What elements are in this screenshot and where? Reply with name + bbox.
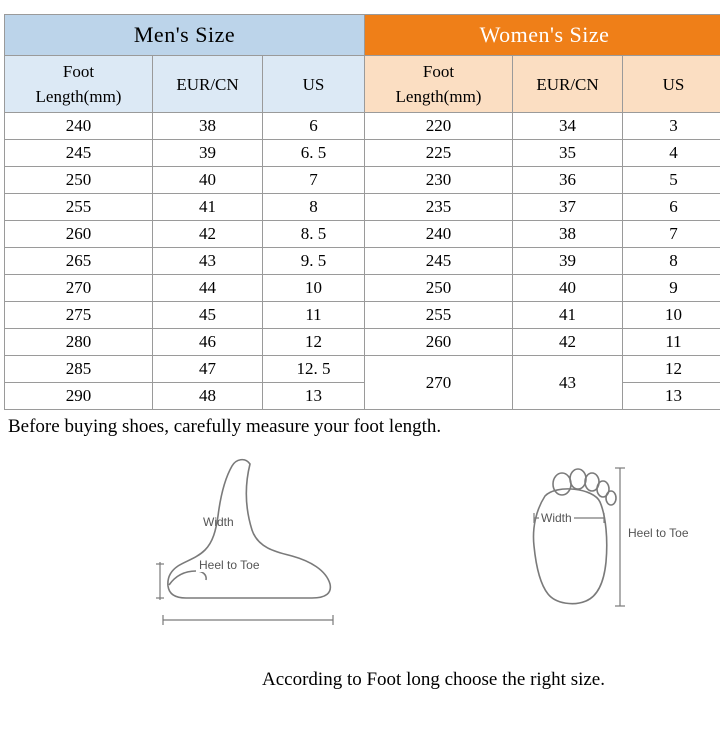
cell-men-us: 12	[263, 329, 365, 356]
table-row	[5, 302, 720, 329]
men-foot-length-header-line1: Foot	[5, 59, 152, 84]
side-length-dimension	[163, 615, 333, 625]
table-row	[5, 221, 720, 248]
side-width-dimension	[156, 562, 164, 600]
cell-men-foot: 270	[5, 275, 153, 302]
cell-men-us: 13	[263, 383, 365, 410]
measure-instruction-text: Before buying shoes, carefully measure your foot length.	[8, 416, 720, 438]
side-heel-to-toe-label: Heel to Toe	[196, 558, 263, 572]
cell-women-eur: 38	[513, 221, 623, 248]
mens-size-header: Men's Size	[5, 15, 365, 56]
cell-women-us: 10	[623, 302, 720, 329]
cell-men-eur: 48	[153, 383, 263, 410]
cell-men-us: 8. 5	[263, 221, 365, 248]
cell-men-foot: 260	[5, 221, 153, 248]
table-column-header-row	[5, 56, 720, 113]
table-row	[5, 356, 720, 383]
cell-men-foot: 240	[5, 113, 153, 140]
women-foot-length-header-line1: Foot	[365, 59, 512, 84]
cell-women-us: 11	[623, 329, 720, 356]
cell-men-eur: 44	[153, 275, 263, 302]
cell-women-eur: 42	[513, 329, 623, 356]
cell-women-eur: 40	[513, 275, 623, 302]
cell-men-foot: 285	[5, 356, 153, 383]
toe-detail	[169, 571, 206, 585]
cell-men-foot: 290	[5, 383, 153, 410]
cell-men-us: 8	[263, 194, 365, 221]
foot-side-outline	[168, 460, 331, 598]
cell-men-us: 10	[263, 275, 365, 302]
cell-men-eur: 41	[153, 194, 263, 221]
cell-men-eur: 38	[153, 113, 263, 140]
cell-men-foot: 275	[5, 302, 153, 329]
cell-men-eur: 40	[153, 167, 263, 194]
cell-women-foot: 245	[365, 248, 513, 275]
women-eur-cn-header: EUR/CN	[513, 56, 623, 113]
cell-women-foot: 255	[365, 302, 513, 329]
table-row	[5, 140, 720, 167]
cell-women-eur: 41	[513, 302, 623, 329]
men-eur-cn-header: EUR/CN	[153, 56, 263, 113]
cell-women-foot: 260	[365, 329, 513, 356]
women-us-header: US	[623, 56, 720, 113]
side-width-label: Width	[203, 515, 234, 529]
cell-men-foot: 245	[5, 140, 153, 167]
top-heel-to-toe-label: Heel to Toe	[628, 526, 689, 540]
top-width-label: Width	[539, 511, 574, 525]
men-foot-length-header	[5, 56, 153, 113]
cell-men-us: 12. 5	[263, 356, 365, 383]
cell-women-us: 4	[623, 140, 720, 167]
cell-men-eur: 45	[153, 302, 263, 329]
foot-top-view	[533, 469, 616, 604]
women-foot-length-header	[365, 56, 513, 113]
men-foot-length-header-line2: Length(mm)	[5, 84, 152, 109]
cell-men-us: 7	[263, 167, 365, 194]
cell-women-eur: 36	[513, 167, 623, 194]
cell-men-eur: 39	[153, 140, 263, 167]
foot-diagram-svg	[0, 444, 720, 634]
shoe-size-table	[4, 14, 720, 410]
cell-women-foot: 270	[365, 356, 513, 410]
table-group-header-row	[5, 15, 720, 56]
cell-women-foot: 225	[365, 140, 513, 167]
foot-measurement-diagrams	[0, 444, 720, 634]
cell-men-foot: 265	[5, 248, 153, 275]
cell-women-foot: 235	[365, 194, 513, 221]
cell-women-foot: 230	[365, 167, 513, 194]
cell-men-us: 6. 5	[263, 140, 365, 167]
cell-men-foot: 250	[5, 167, 153, 194]
cell-women-eur: 43	[513, 356, 623, 410]
cell-women-us: 9	[623, 275, 720, 302]
cell-women-eur: 34	[513, 113, 623, 140]
cell-men-eur: 42	[153, 221, 263, 248]
cell-women-us: 12	[623, 356, 720, 383]
table-row	[5, 113, 720, 140]
toe-5	[606, 491, 616, 505]
cell-women-us: 8	[623, 248, 720, 275]
foot-side-view	[168, 460, 331, 598]
top-length-dimension	[615, 468, 625, 606]
table-row	[5, 194, 720, 221]
cell-women-us: 6	[623, 194, 720, 221]
cell-men-us: 6	[263, 113, 365, 140]
womens-size-header: Women's Size	[365, 15, 720, 56]
cell-women-us: 5	[623, 167, 720, 194]
cell-men-eur: 43	[153, 248, 263, 275]
cell-women-eur: 35	[513, 140, 623, 167]
cell-women-foot: 240	[365, 221, 513, 248]
cell-women-foot: 250	[365, 275, 513, 302]
cell-men-eur: 46	[153, 329, 263, 356]
table-row	[5, 248, 720, 275]
cell-women-eur: 39	[513, 248, 623, 275]
table-row	[5, 167, 720, 194]
cell-women-foot: 220	[365, 113, 513, 140]
cell-women-us: 13	[623, 383, 720, 410]
table-row	[5, 275, 720, 302]
cell-women-us: 7	[623, 221, 720, 248]
toe-2	[570, 469, 586, 489]
size-chart-page	[0, 14, 720, 734]
cell-men-foot: 280	[5, 329, 153, 356]
men-us-header: US	[263, 56, 365, 113]
choose-size-text: According to Foot long choose the right size.	[262, 669, 605, 691]
cell-women-us: 3	[623, 113, 720, 140]
cell-men-foot: 255	[5, 194, 153, 221]
toe-1	[553, 473, 571, 495]
cell-men-eur: 47	[153, 356, 263, 383]
cell-women-eur: 37	[513, 194, 623, 221]
cell-men-us: 11	[263, 302, 365, 329]
foot-top-outline	[533, 489, 606, 604]
table-row	[5, 329, 720, 356]
cell-men-us: 9. 5	[263, 248, 365, 275]
women-foot-length-header-line2: Length(mm)	[365, 84, 512, 109]
